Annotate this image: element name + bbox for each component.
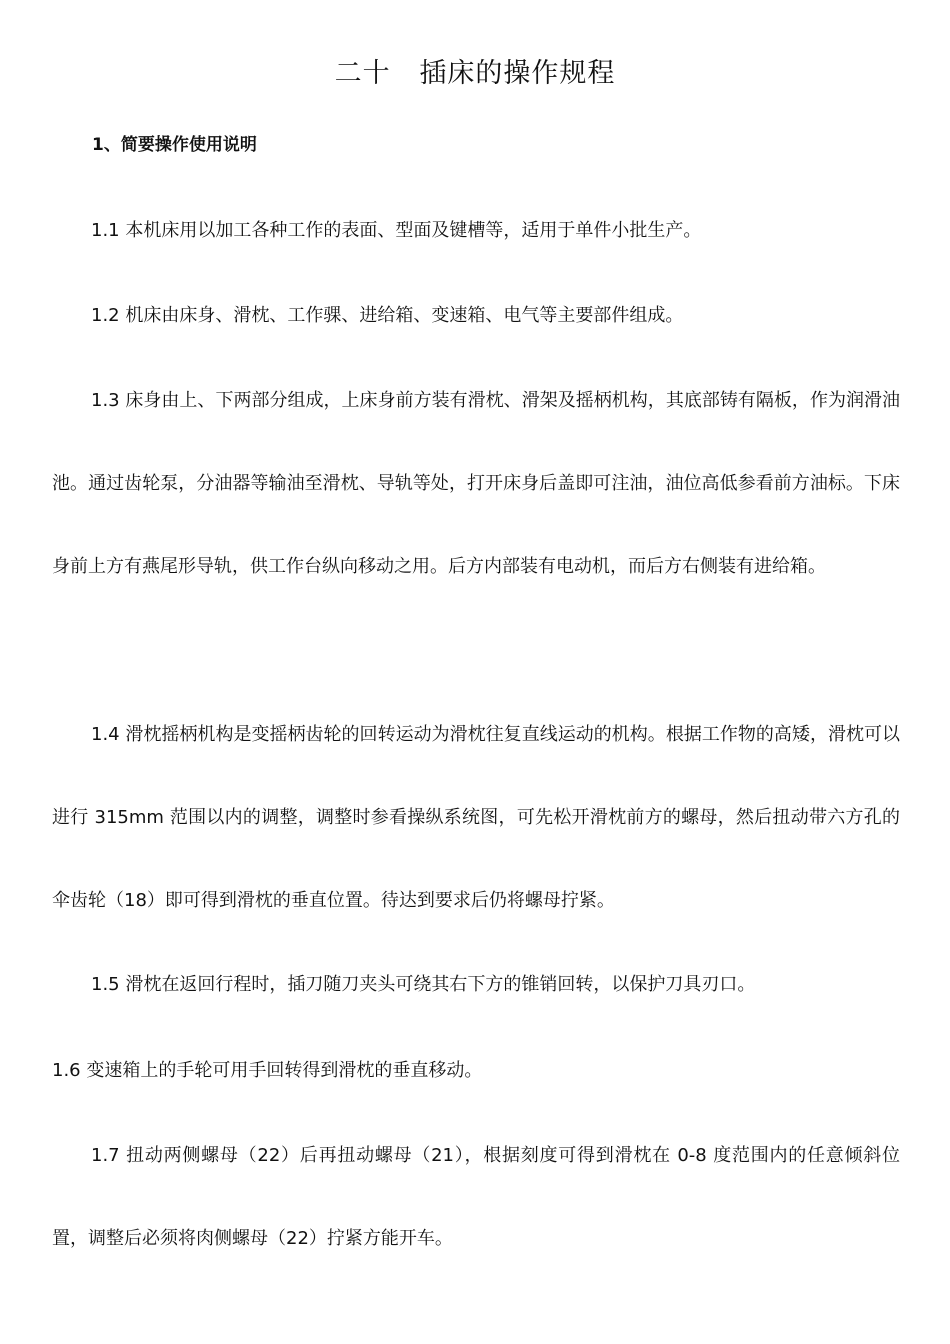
paragraph-1-6: 1.6 变速箱上的手轮可用手回转得到滑枕的垂直移动。 <box>52 1060 483 1081</box>
paragraph-1-2: 1.2 机床由床身、滑枕、工作骒、进给箱、变速箱、电气等主要部件组成。 <box>91 305 684 326</box>
paragraph-1-5: 1.5 滑枕在返回行程时，插刀随刀夹头可绕其右下方的锥销回转，以保护刀具刃口。 <box>91 974 756 995</box>
paragraph-1-4: 1.4 滑枕摇柄机构是变摇柄齿轮的回转运动为滑枕往复直线运动的机构。根据工作物的高矮，滑枕可以进行 315mm 范围以内的调整，调整时参看操纵系统图，可先松开滑枕前方的螺母，然后扭动带六方孔的伞齿轮（18）即可得到滑枕的垂直位置。待达到要求后仍将螺母拧紧。 <box>52 724 900 911</box>
paragraph-1-7: 1.7 扭动两侧螺母（22）后再扭动螺母（21），根据刻度可得到滑枕在 0-8 度范围内的任意倾斜位置，调整后必须将肉侧螺母（22）拧紧方能开车。 <box>52 1145 900 1249</box>
paragraph-1-1: 1.1 本机床用以加工各种工作的表面、型面及键槽等，适用于单件小批生产。 <box>91 220 702 241</box>
section-heading: 1、简要操作使用说明 <box>92 135 257 155</box>
document-title: 二十 插床的操作规程 <box>334 58 616 89</box>
paragraph-1-3: 1.3 床身由上、下两部分组成，上床身前方装有滑枕、滑架及摇柄机构，其底部铸有隔板，作为润滑油池。通过齿轮泵，分油器等输油至滑枕、导轨等处，打开床身后盖即可注油，油位高低参看前方油标。下床身前上方有燕尾形导轨，供工作台纵向移动之用。后方内部装有电动机，而后方右侧装有进给箱。 <box>52 390 900 577</box>
